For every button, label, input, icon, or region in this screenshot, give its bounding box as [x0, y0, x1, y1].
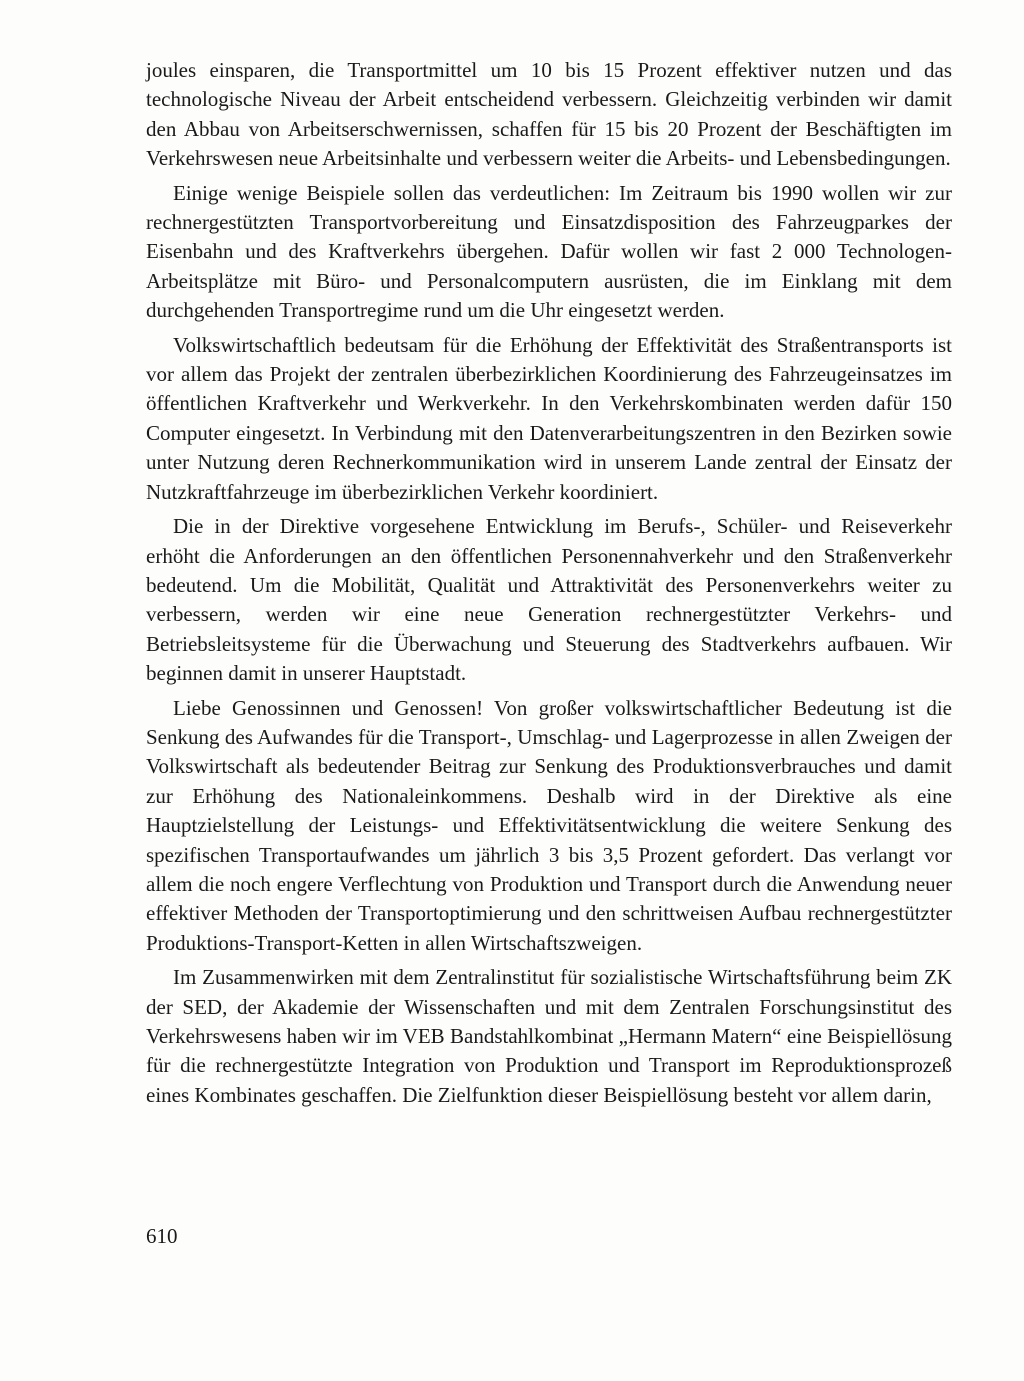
- paragraph-3: Volkswirtschaftlich bedeutsam für die Erhöhung der Effektivität des Straßentransports ist vor allem das Projekt der zentralen überbezirklichen Koordinierung des Fahrzeugeinsatzes im öffentlichen Kraftverkehr und Werkverkehr. In den Verkehrskombinaten werden dafür 150 Computer eingesetzt. In Verbindung mit den Datenverarbeitungszentren in den Bezirken sowie unter Nutzung deren Rechnerkommunikation wird in unserem Lande zentral der Einsatz der Nutzkraftfahrzeuge im überbezirklichen Verkehr koordiniert.: [146, 332, 952, 504]
- paragraph-4: Die in der Direktive vorgesehene Entwicklung im Berufs-, Schüler- und Reiseverkehr erhöht die Anforderungen an den öffentlichen Personennahverkehr und den Straßenverkehr bedeutend. Um die Mobilität, Qualität und Attraktivität des Personenverkehrs weiter zu verbessern, werden wir eine neue Generation rechnergestützter Verkehrs- und Betriebsleitsysteme für die Überwachung und Steuerung des Stadtverkehrs aufbauen. Wir beginnen damit in unserer Hauptstadt.: [146, 514, 952, 686]
- body-text: [146, 56, 952, 1115]
- paragraph-2: Einige wenige Beispiele sollen das verdeutlichen: Im Zeitraum bis 1990 wollen wir zur rechnergestützten Transportvorbereitung und Einsatzdisposition des Fahrzeugparkes der Eisenbahn und des Kraftverkehrs übergehen. Dafür wollen wir fast 2 000 Technologen-Arbeitsplätze mit Büro- und Personalcomputern ausrüsten, die im Einklang mit dem durchgehenden Transportregime rund um die Uhr eingesetzt werden.: [146, 180, 952, 323]
- paragraph-6: Im Zusammenwirken mit dem Zentralinstitut für sozialistische Wirtschaftsführung beim ZK der SED, der Akademie der Wissenschaften und mit dem Zentralen Forschungsinstitut des Verkehrswesens haben wir im VEB Bandstahlkombinat „Hermann Matern“ eine Beispiellösung für die rechnergestützte Integration von Produktion und Transport im Reproduktionsprozeß eines Kombinates geschaffen. Die Zielfunktion dieser Beispiellösung besteht vor allem darin,: [146, 965, 952, 1107]
- paragraph-5: Liebe Genossinnen und Genossen! Von großer volkswirtschaftlicher Bedeutung ist die Senkung des Aufwandes für die Transport-, Umschlag- und Lagerprozesse in allen Zweigen der Volkswirtschaft als bedeutender Beitrag zur Senkung des Produktionsverbrauches und damit zur Erhöhung des Nationaleinkommens. Deshalb wird in der Direktive als eine Hauptzielstellung der Leistungs- und Effektivitätsentwicklung die weitere Senkung des spezifischen Transportaufwandes um jährlich 3 bis 3,5 Prozent gefordert. Das verlangt vor allem die noch engere Verflechtung von Produktion und Transport durch die Anwendung neuer effektiver Methoden der Transportoptimierung und den schrittweisen Aufbau rechnergestützter Produktions-Transport-Ketten in allen Wirtschaftszweigen.: [146, 695, 952, 955]
- page-number: 610: [146, 1224, 178, 1248]
- paragraph-1: joules einsparen, die Transportmittel um 10 bis 15 Prozent effektiver nutzen und das technologische Niveau der Arbeit entscheidend verbessern. Gleichzeitig verbinden wir damit den Abbau von Arbeitserschwernissen, schaffen für 15 bis 20 Prozent der Beschäftigten im Verkehrswesen neue Arbeitsinhalte und verbessern weiter die Arbeits- und Lebensbedingungen.: [146, 58, 952, 171]
